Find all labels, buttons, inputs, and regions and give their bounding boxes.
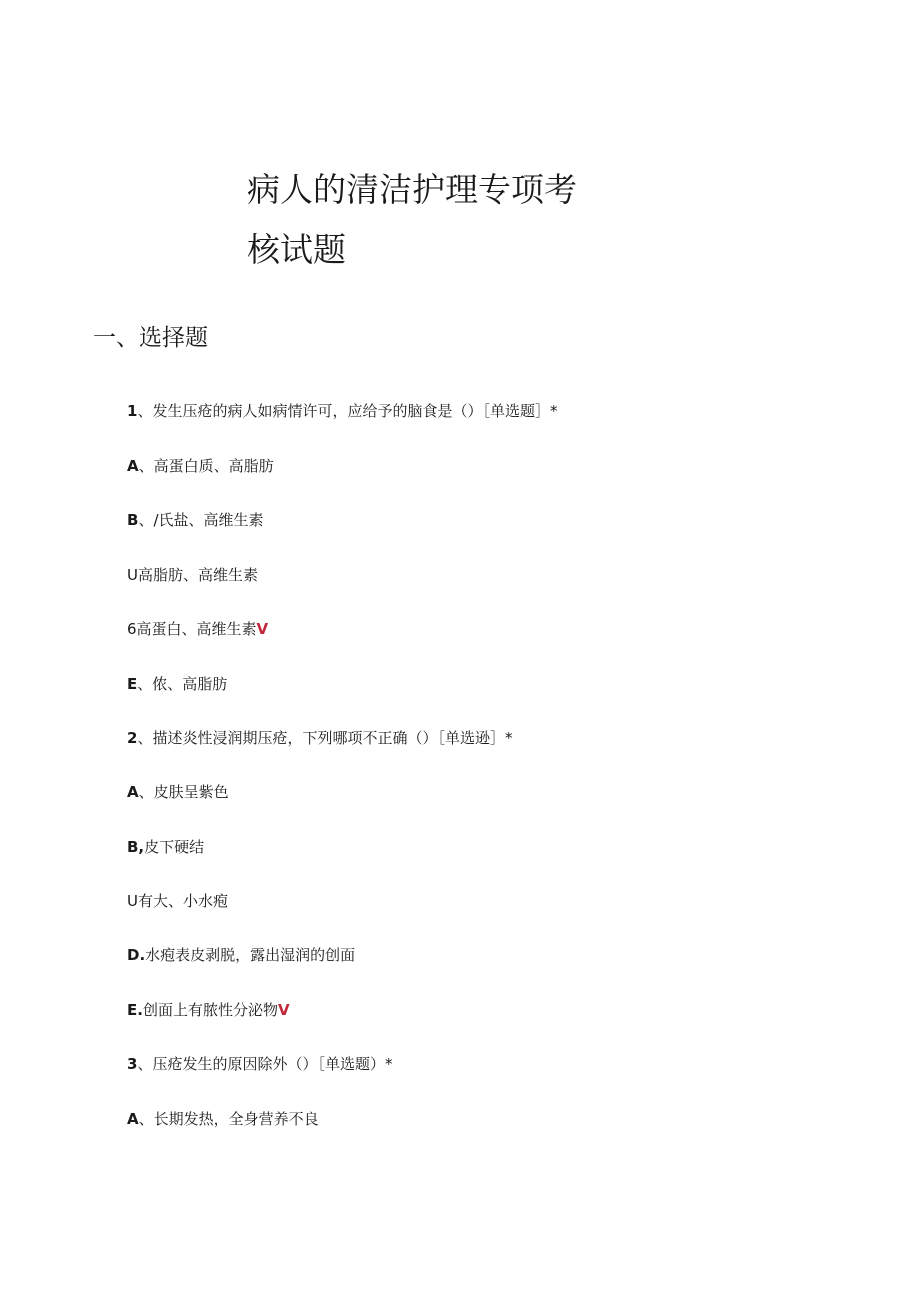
- question-1: [127, 399, 557, 423]
- line-text: U有大、小水疱: [127, 892, 228, 910]
- correct-mark: V: [277, 1001, 290, 1019]
- option-2e: [127, 998, 290, 1022]
- option-2d: [127, 943, 355, 967]
- line-text: U高脂肪、高维生素: [127, 566, 258, 584]
- section-heading: 一、选择题: [93, 325, 208, 351]
- line-text: 6高蛋白、高维生素: [127, 620, 257, 638]
- line-text: 、/氏盐、高维生素: [138, 511, 264, 529]
- line-lead: A: [127, 457, 139, 475]
- line-text: 、侬、高脂肪: [137, 675, 228, 693]
- title-line-2: 核试题: [247, 230, 346, 269]
- line-text: 水疱表皮剥脱，露出湿润的创面: [145, 946, 356, 964]
- question-2: [127, 726, 512, 750]
- document-title: [247, 160, 607, 280]
- option-2c: [127, 889, 228, 913]
- option-2b: [127, 835, 204, 859]
- line-text: 、长期发热，全身营养不良: [138, 1110, 319, 1128]
- option-1a: [127, 454, 274, 478]
- line-lead: A: [127, 783, 139, 801]
- line-lead: D.: [127, 946, 146, 964]
- correct-mark: V: [256, 620, 269, 638]
- line-lead: B,: [127, 838, 145, 856]
- line-text: 、压疮发生的原因除外（）［单选题）*: [137, 1055, 393, 1073]
- line-text: 创面上有脓性分泌物: [142, 1001, 278, 1019]
- option-1c: [127, 563, 258, 587]
- option-1e: [127, 672, 227, 696]
- line-lead: A: [127, 1110, 139, 1128]
- line-lead: 3: [127, 1055, 138, 1073]
- option-1d: [127, 617, 268, 641]
- line-lead: E.: [127, 1001, 143, 1019]
- option-1b: [127, 508, 264, 532]
- line-text: 、皮肤呈紫色: [138, 783, 229, 801]
- line-lead: 1: [127, 402, 138, 420]
- option-3a: [127, 1107, 319, 1131]
- line-lead: B: [127, 511, 139, 529]
- line-text: 、发生压疮的病人如病情许可，应给予的脑食是（）［单选题］*: [137, 402, 558, 420]
- question-3: [127, 1052, 392, 1076]
- line-lead: E: [127, 675, 138, 693]
- option-2a: [127, 780, 229, 804]
- line-text: 、描述炎性浸润期压疮，下列哪项不正确（）［单选逊］*: [137, 729, 513, 747]
- line-lead: 2: [127, 729, 138, 747]
- line-text: 皮下硬结: [144, 838, 205, 856]
- line-text: 、高蛋白质、高脂肪: [138, 457, 274, 475]
- title-line-1: 病人的清洁护理专项考: [247, 170, 577, 209]
